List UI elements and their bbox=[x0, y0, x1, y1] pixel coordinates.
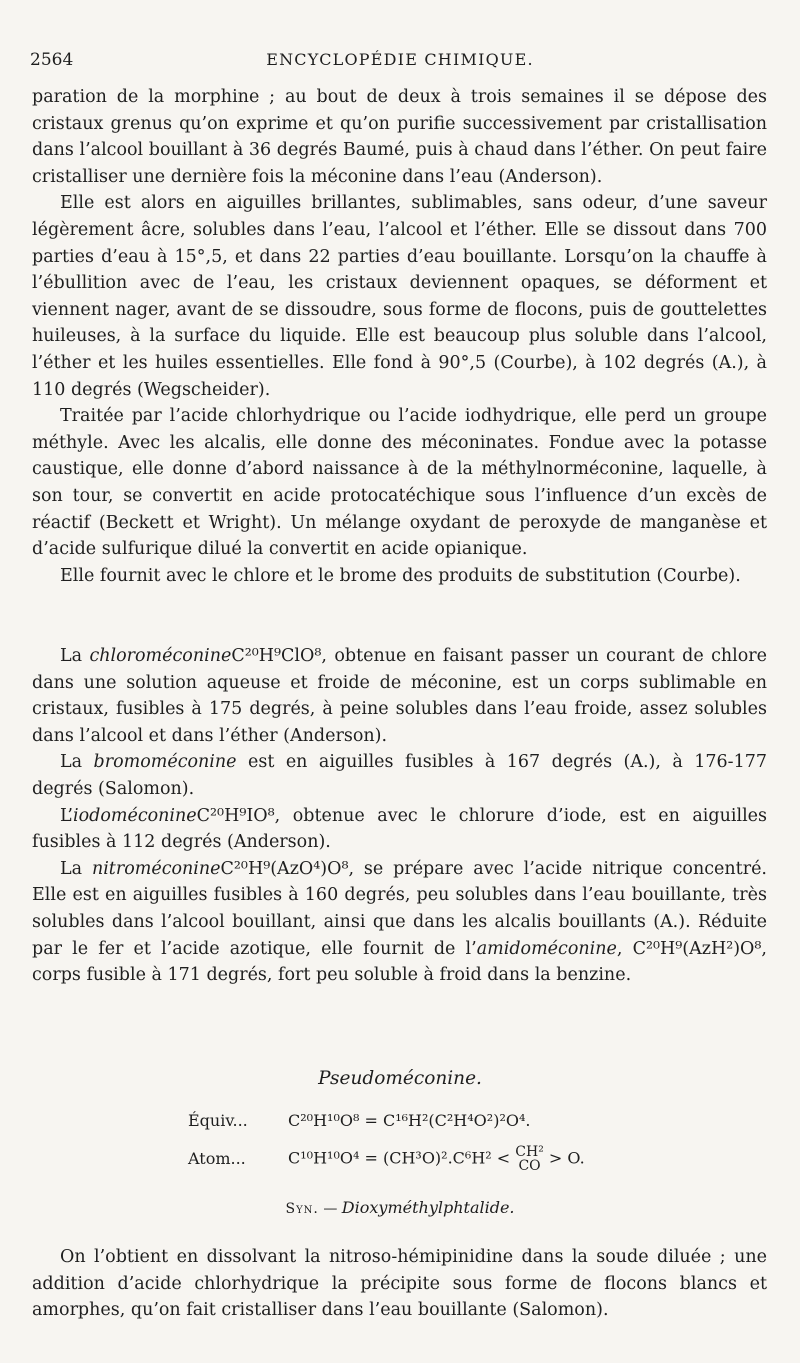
iodomeconine-name: iodoméconine bbox=[73, 805, 197, 826]
paragraph-4: Elle fournit avec le chlore et le brome des produits de substitution (Courbe). bbox=[60, 565, 741, 586]
final-paragraph: On l’obtient en dissolvant la nitroso-hémipinidine dans la soude diluée ; une addition d’acide chlorhydrique la précipite sous forme de flocons blancs et amorphes, qu’on fait cristalliser dans l’eau bouillante (Salomon). bbox=[32, 1247, 767, 1321]
amidomeconine-name: amidoméconine bbox=[476, 938, 617, 959]
body-text-derivatives bbox=[32, 643, 767, 989]
chloromeconine-paragraph: La chloroméconineC²⁰H⁹ClO⁸, obtenue en faisant passer un courant de chlore dans une solution aqueuse et froide de méconine, est un corps sublimable en cristaux, fusibles à 175 degrés, à peine solubles dans l’eau froide, assez solubles dans l’alcool et dans l’éther (Anderson). bbox=[32, 646, 767, 746]
atom-label: Atom... bbox=[188, 1148, 246, 1168]
atom-formula-part-a: C¹⁰H¹⁰O⁴ = (CH³O)².C⁶H² < bbox=[288, 1148, 511, 1168]
section-title: Pseudoméconine. bbox=[318, 1068, 482, 1089]
syn-name: Dioxyméthylphtalide. bbox=[341, 1198, 515, 1217]
atom-formula-stack: CH² CO bbox=[515, 1144, 544, 1174]
iodomeconine-paragraph: L’iodoméconineC²⁰H⁹IO⁸, obtenue avec le chlorure d’iode, est en aiguilles fusibles à 112 degrés (Anderson). bbox=[32, 805, 767, 853]
page-number: 2564 bbox=[30, 50, 74, 70]
running-title: ENCYCLOPÉDIE CHIMIQUE. bbox=[266, 50, 534, 69]
paragraph-1: paration de la morphine ; au bout de deux à trois semaines il se dépose des cristaux grenus qu’on exprime et qu’on purifie successivement par cristallisation dans l’alcool bouillant à 36 degrés Baumé, puis à chaud dans l’éther. On peut faire cristalliser une dernière fois la méconine dans l’eau (Anderson). bbox=[32, 87, 767, 187]
chloromeconine-name: chloroméconine bbox=[89, 646, 232, 666]
bromomeconine-name: bromoméconine bbox=[93, 752, 237, 773]
equiv-formula-text: C²⁰H¹⁰O⁸ = C¹⁶H²(C²H⁴O²)²O⁴. bbox=[288, 1111, 531, 1130]
synonym-line: Syn. — Dioxyméthylphtalide. bbox=[285, 1198, 515, 1217]
paragraph-2: Elle est alors en aiguilles brillantes, sublimables, sans odeur, d’une saveur légèrement âcre, solubles dans l’eau, l’alcool et l’éther. Elle se dissout dans 700 parties d’eau à 15°,5, et dans 22 parties d’eau bouillante. Lorsqu’on la chauffe à l’ébullition avec de l’eau, les cristaux deviennent opaques, se déforment et viennent nager, avant de se dissoudre, sous forme de flocons, puis de gouttelettes huileuses, à la surface du liquide. Elle est beaucoup plus soluble dans l’alcool, l’éther et les huiles essentielles. Elle fond à 90°,5 (Courbe), à 102 degrés (A.), à 110 degrés (Wegscheider). bbox=[32, 193, 767, 400]
nitromeconine-name: nitroméconine bbox=[91, 858, 221, 879]
final-paragraph-block bbox=[32, 1244, 767, 1324]
atom-formula-part-b: > O. bbox=[548, 1148, 585, 1168]
nitromeconine-paragraph: La nitroméconineC²⁰H⁹(AzO⁴)O⁸, se prépare avec l’acide nitrique concentré. Elle est en aiguilles fusibles à 160 degrés, peu solubles dans l’eau bouillante, très solubles dans l’alcool bouillant, ainsi que dans les alcalis bouillants (A.). Réduite par le fer et l’acide azotique, elle fournit de l’amidoméconine, C²⁰H⁹(AzH²)O⁸, corps fusible à 171 degrés, fort peu soluble à froid dans la benzine. bbox=[32, 858, 767, 986]
equiv-formula bbox=[188, 1111, 530, 1130]
equiv-label: Équiv... bbox=[188, 1111, 248, 1130]
body-text-top bbox=[32, 84, 767, 589]
syn-label: Syn. bbox=[285, 1201, 319, 1217]
paragraph-3: Traitée par l’acide chlorhydrique ou l’acide iodhydrique, elle perd un groupe méthyle. Avec les alcalis, elle donne des méconinates. Fondue avec la potasse caustique, elle donne d’abord naissance à de la méthylnorméconine, laquelle, à son tour, se convertit en acide protocatéchique sous l’influence d’un excès de réactif (Beckett et Wright). Un mélange oxydant de peroxyde de manganèse et d’acide sulfurique dilué la convertit en acide opianique. bbox=[32, 406, 767, 560]
page-header bbox=[30, 50, 770, 74]
bromomeconine-paragraph: La bromoméconine est en aiguilles fusibles à 167 degrés (A.), à 176-177 degrés (Salomon). bbox=[32, 752, 767, 799]
atom-formula bbox=[188, 1145, 585, 1173]
